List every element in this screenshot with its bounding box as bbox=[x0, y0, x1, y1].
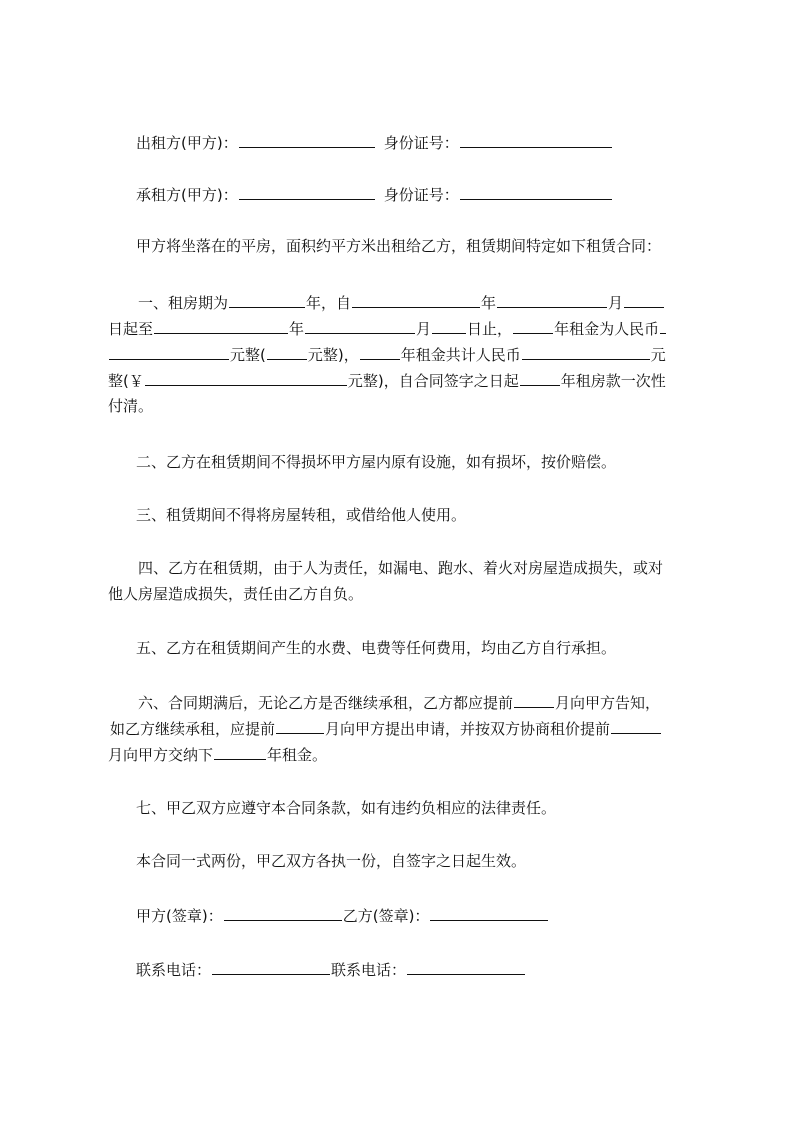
party-a-phone-blank[interactable] bbox=[212, 957, 330, 975]
clause5-paragraph: 五、乙方在租赁期间产生的水费、电费等任何费用，均由乙方自行承担。 bbox=[136, 639, 617, 657]
rent-year-blank[interactable] bbox=[513, 316, 553, 334]
clause1-term-label: 一、租房期为 bbox=[138, 294, 229, 312]
intro-paragraph: 甲方将坐落在的平房，面积约平方米出租给乙方，租赁期间特定如下租赁合同： bbox=[136, 237, 662, 255]
signature-line bbox=[136, 903, 731, 927]
term-years-blank[interactable] bbox=[229, 290, 305, 308]
party-a-signature-blank[interactable] bbox=[224, 903, 342, 921]
rent-amount-blank-start[interactable] bbox=[660, 316, 666, 334]
clause1-yuan-label: 元整( bbox=[230, 346, 266, 364]
notice-months-blank[interactable] bbox=[514, 690, 554, 708]
clause1-total-numeric-label: 整(￥ bbox=[108, 372, 144, 390]
clause1-line2 bbox=[108, 316, 703, 340]
clause1-rent-label: 年租金为人民币 bbox=[554, 320, 660, 338]
clause1-payment-label: 元整)，自合同签字之日起 bbox=[347, 372, 519, 390]
lessor-id-blank[interactable] bbox=[460, 130, 612, 148]
clause1-end-day-label: 日止， bbox=[467, 320, 513, 338]
lessee-id-label: 身份证号： bbox=[383, 186, 459, 204]
total-amount-blank[interactable] bbox=[522, 342, 650, 360]
rent-amount-numeric-blank[interactable] bbox=[267, 342, 307, 360]
lessor-label: 出租方(甲方)： bbox=[136, 134, 238, 152]
party-b-phone-label: 联系电话： bbox=[331, 961, 407, 979]
advance-months-blank[interactable] bbox=[611, 716, 661, 734]
contact-line bbox=[136, 957, 731, 981]
clause6-line1 bbox=[138, 690, 733, 714]
clause1-yuan2-label: 元 bbox=[650, 346, 666, 364]
clause1-line5: 付清。 bbox=[108, 397, 154, 415]
clause7-paragraph: 七、甲乙双方应遵守本合同条款，如有违约负相应的法律责任。 bbox=[136, 799, 557, 817]
clause6-line3 bbox=[108, 742, 703, 766]
clause1-end-year-label: 年 bbox=[289, 320, 305, 338]
clause1-total-label: 年租金共计人民币 bbox=[400, 346, 521, 364]
clause6-notice-label: 六、合同期满后，无论乙方是否继续承租，乙方都应提前 bbox=[138, 694, 514, 712]
end-day-blank[interactable] bbox=[432, 316, 466, 334]
start-month-blank[interactable] bbox=[497, 290, 607, 308]
total-years-blank[interactable] bbox=[360, 342, 400, 360]
clause6-rent-label: 年租金。 bbox=[267, 746, 328, 764]
clause3-paragraph: 三、租赁期间不得将房屋转租，或借给他人使用。 bbox=[136, 506, 467, 524]
start-year-blank[interactable] bbox=[352, 290, 480, 308]
party-b-signature-blank[interactable] bbox=[430, 903, 548, 921]
lessor-line bbox=[136, 130, 731, 154]
clause1-until-label: 日起至 bbox=[108, 320, 154, 338]
clause1-lump-sum-label: 年租房款一次性 bbox=[560, 372, 666, 390]
party-a-signature-label: 甲方(签章)： bbox=[136, 907, 223, 925]
clause1-yuan-close-label: 元整)， bbox=[307, 346, 359, 364]
rent-amount-blank[interactable] bbox=[109, 342, 229, 360]
end-month-blank[interactable] bbox=[305, 316, 415, 334]
next-years-blank[interactable] bbox=[214, 742, 266, 760]
clause2-paragraph: 二、乙方在租赁期间不得损坏甲方屋内原有设施，如有损坏，按价赔偿。 bbox=[136, 453, 617, 471]
clause6-line2 bbox=[110, 716, 705, 740]
clause6-notify-label: 月向甲方告知， bbox=[555, 694, 661, 712]
party-a-phone-label: 联系电话： bbox=[136, 961, 212, 979]
clause1-line3 bbox=[108, 342, 703, 366]
clause1-from-label: 年，自 bbox=[306, 294, 352, 312]
clause4-line2: 他人房屋造成损失，责任由乙方自负。 bbox=[108, 585, 364, 603]
start-day-blank[interactable] bbox=[624, 290, 664, 308]
clause6-apply-label: 月向甲方提出申请，并按双方协商租价提前 bbox=[325, 720, 611, 738]
lessee-id-blank[interactable] bbox=[460, 182, 612, 200]
clause1-year-label: 年 bbox=[481, 294, 497, 312]
renew-months-blank[interactable] bbox=[276, 716, 324, 734]
clause6-renew-label: 如乙方继续承租，应提前 bbox=[110, 720, 276, 738]
lessee-label: 承租方(甲方)： bbox=[136, 186, 238, 204]
lessor-id-label: 身份证号： bbox=[383, 134, 459, 152]
clause1-end-month-label: 月 bbox=[416, 320, 432, 338]
payment-years-blank[interactable] bbox=[520, 368, 560, 386]
clause1-month-label: 月 bbox=[608, 294, 624, 312]
total-amount-numeric-blank[interactable] bbox=[145, 368, 347, 386]
clause4-line1: 四、乙方在租赁期，由于人为责任，如漏电、跑水、着火对房屋造成损失，或对 bbox=[138, 559, 664, 577]
lessor-name-blank[interactable] bbox=[239, 130, 375, 148]
end-year-blank[interactable] bbox=[154, 316, 288, 334]
party-b-signature-label: 乙方(签章)： bbox=[342, 907, 430, 925]
clause1-line4 bbox=[108, 368, 703, 392]
lessee-line bbox=[136, 182, 731, 206]
party-b-phone-blank[interactable] bbox=[407, 957, 525, 975]
clause6-pay-label: 月向甲方交纳下 bbox=[108, 746, 214, 764]
lessee-name-blank[interactable] bbox=[239, 182, 375, 200]
copies-paragraph: 本合同一式两份，甲乙双方各执一份，自签字之日起生效。 bbox=[136, 852, 527, 870]
clause1-line1 bbox=[138, 290, 733, 314]
